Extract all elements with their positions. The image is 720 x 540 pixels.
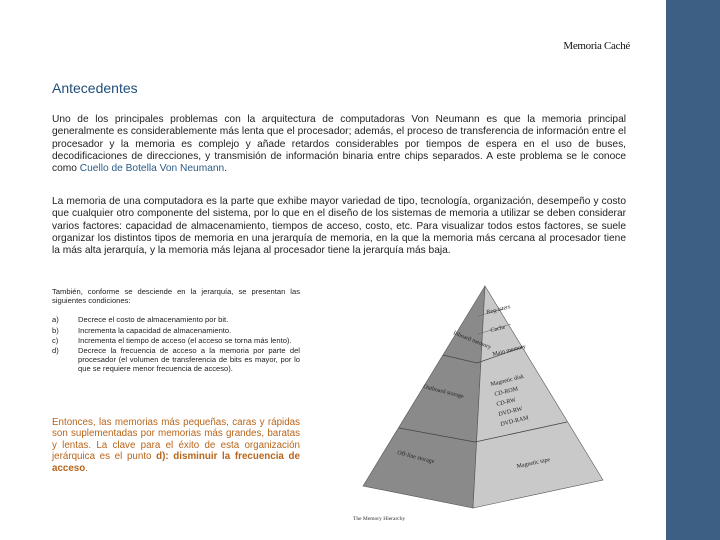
sidebar-accent-bar [666,0,720,540]
level-label-offline: Off-line storage [396,450,435,466]
conditions-intro: También, conforme se desciende en la jerarquía, se presentan las siguientes condiciones: [52,287,300,306]
item-cd-rom: CD-ROM [494,386,519,398]
figure-caption: The Memory Hierarchy [353,516,406,522]
conclusion-end: . [85,462,88,474]
von-neumann-bottleneck-term: Cuello de Botella Von Neumann [79,163,225,175]
item-registers: Reg-isters [486,304,512,316]
condition-item [52,336,300,345]
condition-text: Decrece la frecuencia de acceso a la memoria por parte del procesador (el volumen de transferencia de bits es mayor, por lo que se requiere menor frecuencia de acceso). [78,346,300,374]
item-magnetic-disk: Magnetic disk [490,373,525,388]
item-dvd-rw: DVD-RW [498,406,524,418]
pyramid-left-face [363,286,485,508]
conclusion-text: Entonces, las memorias más pequeñas, caras y rápidas son suplementadas por memorias más grandes, baratas y lentas. La clave para el éxito de esta organización jerárquica es el punto [52,417,300,463]
item-magnetic-tape: Magnetic tape [516,456,551,470]
conclusion-key-point: d): disminuir la frecuencia de acceso [52,451,300,474]
level-label-outboard: Outboard storage [422,384,465,400]
condition-marker: c) [52,335,59,345]
condition-marker: b) [52,325,59,335]
conclusion-paragraph [52,417,300,474]
paragraph-memory-hierarchy: La memoria de una computadora es la parte que exhibe mayor variedad de tipo, tecnología, organización, desempeño y costo que cualquier otro componente del sistema, por lo que en el diseño de los sistemas de memoria a utilizar se deben considerar varios factores: capacidad de almacenamiento, tiempos de acceso, costo, etc. Para visualizar todos estos factores, se suele organizar los distintos tipos de memoria en una jerarquía de memoria, en la que la memoria más cercana al procesador tiene la más alta jerarquía, y la memoria más lejana al procesador tiene la jerarquía más baja. [52,196,626,257]
condition-text: Incrementa la capacidad de almacenamiento. [78,325,232,335]
paragraph-1-end: . [224,163,228,175]
condition-text: Incrementa el tiempo de acceso (el acceso se torna más lento). [78,335,292,345]
conditions-block [52,287,300,375]
conditions-list [52,315,300,373]
item-cd-rw: CD-RW [496,397,517,408]
item-dvd-ram: DVD-RAM [500,415,530,428]
condition-item [52,315,300,324]
condition-text: Decrece el costo de almacenamiento por bit. [78,315,229,325]
memory-pyramid-diagram [345,276,624,534]
level-label-inboard: Inboard memory [452,330,492,351]
condition-item [52,346,300,374]
condition-item [52,326,300,335]
condition-marker: d) [52,346,59,356]
paragraph-von-neumann [52,114,626,175]
item-main-memory: Main memory [492,343,527,358]
paragraph-1-text: Uno de los principales problemas con la arquitectura de computadoras Von Neumann es que la memoria principal generalmente es considerablemente más lenta que el procesador; además, el proceso de transferencia de información entre el procesador y la memoria es complejo y añade retardos considerables por tiempos de espera en el uso de buses, decodificaciones de direcciones, y transmisión de información binaria entre chips separados. A este problema se le conoce como [52,114,626,175]
pyramid-right-face [473,286,603,508]
section-heading: Antecedentes [52,80,138,96]
condition-marker: a) [52,315,59,325]
item-cache: Cache [490,324,507,334]
slide-title: Memoria Caché [563,40,630,52]
memory-hierarchy-figure [345,276,624,534]
